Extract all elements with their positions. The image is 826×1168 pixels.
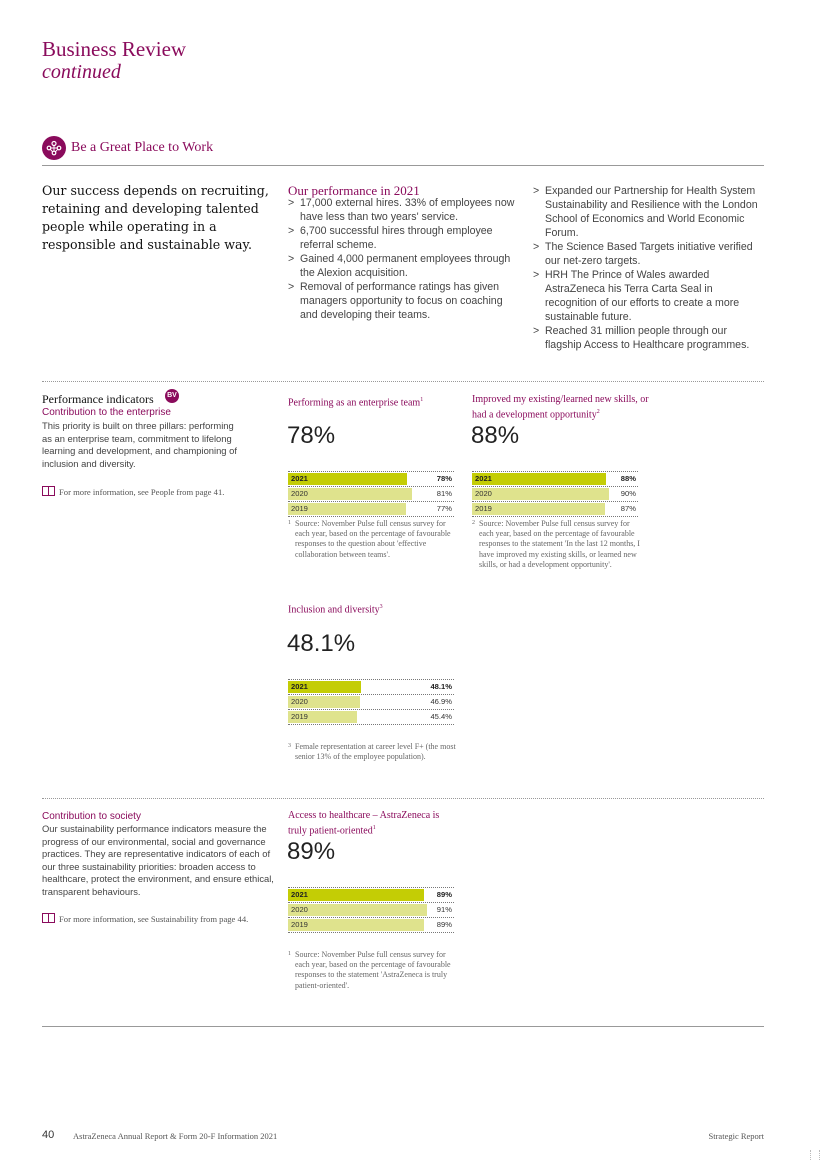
bar-year-label: 2021 [475,474,492,483]
bar-value-label: 45.4% [430,712,452,721]
footer-divider [42,1026,764,1027]
bar-chart-enterprise-team [288,471,454,517]
footnote-enterprise-team: 1 Source: November Pulse full census survey for each year, based on the percentage of favourable responses to the question about 'effective collaboration between teams'. [288,519,451,559]
bar-row-2019 [288,918,454,933]
bar-year-label: 2021 [291,890,308,899]
bar-year-label: 2019 [291,504,308,513]
bar-year-label: 2019 [475,504,492,513]
bar-year-label: 2021 [291,474,308,483]
bar-chart-inclusion [288,679,454,725]
bar-row-2021 [288,679,454,695]
enterprise-body: This priority is built on three pillars: performing as an enterprise team, commitment to lifelong learning and development, and championing of inclusion and diversity. [42,420,237,469]
book-icon [42,486,55,496]
list-item: > Reached 31 million people through our flagship Access to Healthcare programmes. [533,324,765,352]
bar-row-2019 [472,502,638,517]
bar-value-label: 88% [620,474,636,483]
list-item: > 6,700 successful hires through employee referral scheme. [288,224,520,252]
list-item: > HRH The Prince of Wales awarded AstraZeneca his Terra Carta Seal in recognition of our efforts to create a more sustainable future. [533,268,765,324]
bar-row-2019 [288,502,454,517]
bar-value-label: 78% [436,474,452,483]
bar-value-label: 89% [436,890,452,899]
bar-skills-2020 [472,488,609,500]
bar-chart-skills [472,471,638,517]
bar-value-label: 87% [620,504,636,513]
bar-row-2020 [288,903,454,918]
bar-year-label: 2019 [291,712,308,721]
intro-statement: Our success depends on recruiting, retaining and developing talented people while operating in a responsible and sustainable way. [42,183,269,252]
sustainability-reference[interactable] [42,913,248,924]
bar-skills-2019 [472,503,605,515]
reference-text: For more information, see People from page 41. [59,487,225,497]
bar-row-2021 [288,887,454,903]
section-title: Be a Great Place to Work [71,140,214,155]
footnote-healthcare: 1 Source: November Pulse full census survey for each year, based on the percentage of favourable responses to the statement 'AstraZeneca is truly patient-oriented'. [288,950,451,990]
kpi-title-healthcare: Access to healthcare – AstraZeneca is truly patient-oriented$^1$ [288,810,440,837]
bv-badge: BV [165,389,179,403]
bar-skills-2021 [472,473,606,485]
footnote-skills: 2 Source: November Pulse full census survey for each year, based on the percentage of favourable responses to the statement 'In the last 12 months, I have improved my existing skills, or learned new skills, or had a development opportunity'. [472,519,640,569]
bar-row-2020 [288,487,454,502]
page-subtitle: continued [42,61,121,83]
list-item: > 17,000 external hires. 33% of employees now have less than two years' service. [288,196,520,224]
list-item: > Removal of performance ratings has given managers opportunity to focus on coaching and developing their teams. [288,280,520,322]
report-name: AstraZeneca Annual Report & Form 20-F Information 2021 [73,1131,278,1141]
bar-row-2020 [288,695,454,710]
bar-year-label: 2020 [291,697,308,706]
performance-list-right [533,184,765,352]
kpi-value-inclusion: 48.1% [287,630,356,657]
bar-chart-healthcare [288,887,454,933]
kpi-title-skills: Improved my existing/learned new skills, or had a development opportunity$^2$ [472,394,649,421]
society-title: Contribution to society [42,811,141,822]
bar-value-label: 77% [436,504,452,513]
bar-year-label: 2020 [291,489,308,498]
kpi-title-inclusion: Inclusion and diversity$^3$ [288,604,383,616]
kpi-title-enterprise-team: Performing as an enterprise team$^1$ [288,397,424,409]
dotted-divider [42,798,764,799]
performance-title: Our performance in 2021 [288,183,420,198]
reference-text: For more information, see Sustainability from page 44. [59,914,249,924]
bar-value-label: 46.9% [430,697,452,706]
indicators-title: Performance indicators [42,392,154,406]
bar-value-label: 48.1% [430,682,452,691]
bar-year-label: 2020 [291,905,308,914]
dotted-divider [42,381,764,382]
enterprise-title: Contribution to the enterprise [42,407,171,418]
kpi-value-enterprise-team: 78% [287,422,336,449]
bar-healthcare-2019 [288,919,424,931]
bar-row-2021 [472,471,638,487]
kpi-value-healthcare: 89% [287,838,336,865]
list-item: > The Science Based Targets initiative verified our net-zero targets. [533,240,765,268]
section-name: Strategic Report [708,1131,764,1141]
people-network-icon [42,136,66,160]
bar-row-2021 [288,471,454,487]
list-item: > Expanded our Partnership for Health System Sustainability and Resilience with the London School of Economics and World Economic Forum. [533,184,765,240]
section-divider [42,165,764,166]
performance-list-left [288,196,520,322]
bar-value-label: 91% [436,905,452,914]
page-title: Business Review [42,37,187,61]
kpi-value-skills: 88% [471,422,520,449]
bar-healthcare-2021 [288,889,424,901]
bar-year-label: 2021 [291,682,308,691]
bar-year-label: 2019 [291,920,308,929]
bar-row-2019 [288,710,454,725]
people-reference[interactable] [42,486,224,497]
footnote-inclusion: 3 Female representation at career level F+ (the most senior 13% of the employee population). [288,742,456,762]
crop-marks [810,1150,820,1160]
bar-row-2020 [472,487,638,502]
list-item: > Gained 4,000 permanent employees through the Alexion acquisition. [288,252,520,280]
bar-value-label: 81% [436,489,452,498]
society-body: Our sustainability performance indicators measure the progress of our environmental, social and governance practices. They are representative indicators of each of our three sustainability priorities: broaden access to healthcare, protect the environment, and ensure ethical, transparent behaviours. [42,823,274,897]
bar-value-label: 89% [436,920,452,929]
page-number: 40 [42,1129,55,1141]
book-icon [42,913,55,923]
bar-year-label: 2020 [475,489,492,498]
bar-healthcare-2020 [288,904,427,916]
bar-value-label: 90% [620,489,636,498]
